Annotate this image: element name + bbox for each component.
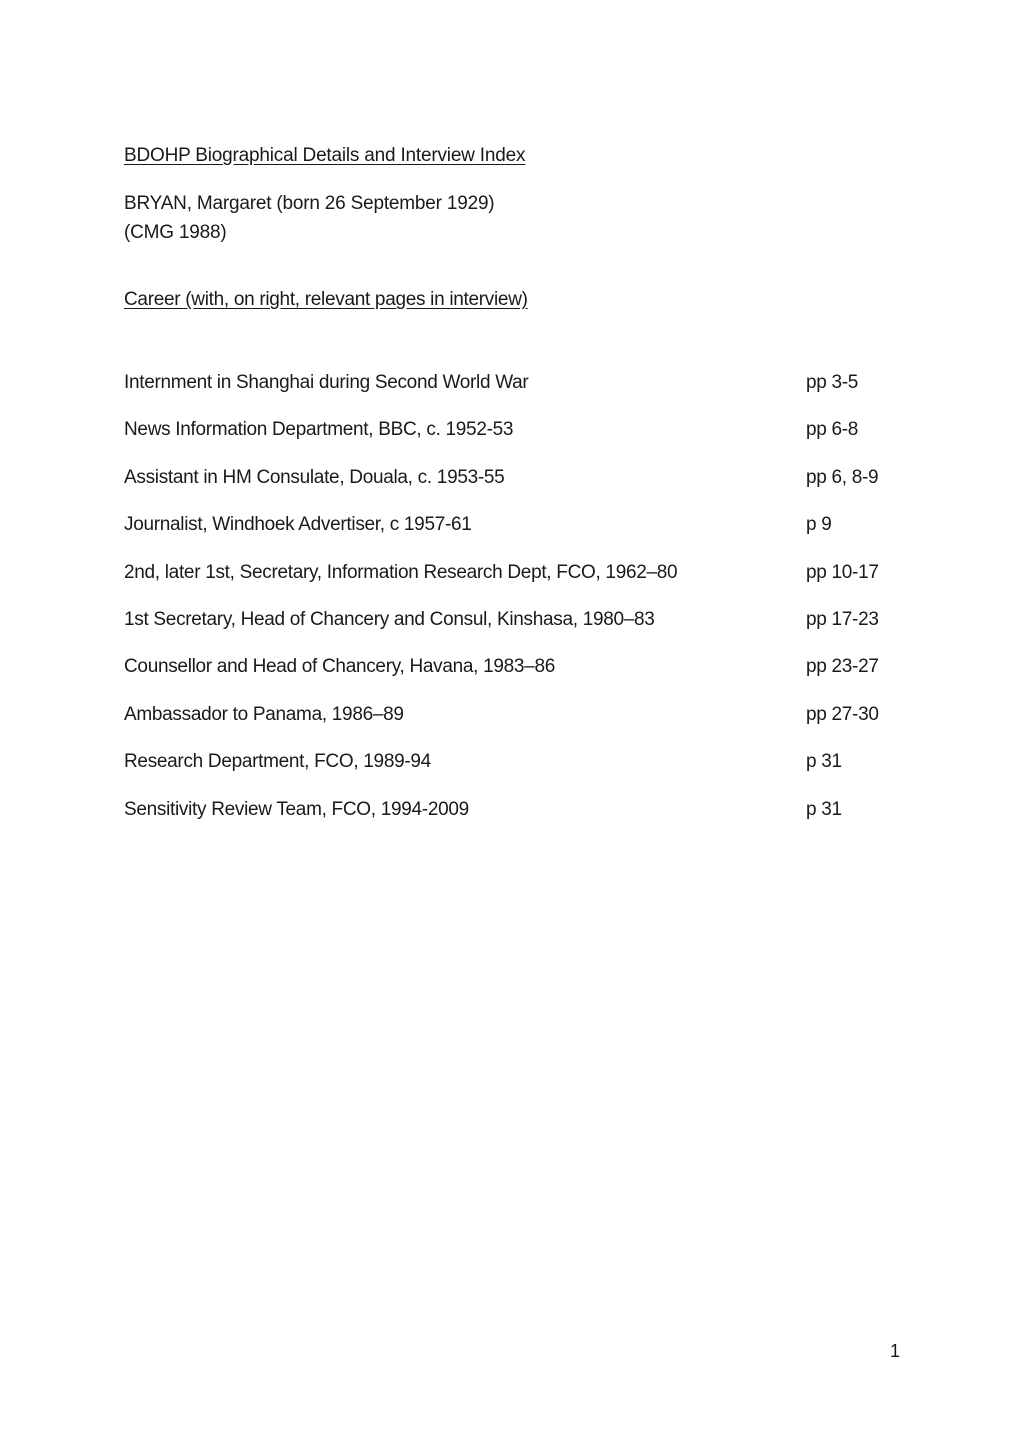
career-pages: pp 27-30 [806,703,879,725]
career-row [124,372,904,419]
career-role: News Information Department, BBC, c. 1952-53 [124,419,514,441]
career-row [124,609,904,656]
career-role: Journalist, Windhoek Advertiser, c 1957-61 [124,514,472,536]
career-role: Ambassador to Panama, 1986–89 [124,703,404,725]
career-row [124,514,904,561]
career-role: Sensitivity Review Team, FCO, 1994-2009 [124,798,469,820]
career-pages: pp 6, 8-9 [806,466,879,488]
person-name-line: BRYAN, Margaret (born 26 September 1929) [124,193,495,214]
career-pages: p 9 [806,514,832,536]
career-role: 2nd, later 1st, Secretary, Information Research Dept, FCO, 1962–80 [124,561,678,583]
career-pages: pp 10-17 [806,561,879,583]
career-pages: pp 3-5 [806,372,859,393]
career-pages: p 31 [806,751,842,773]
career-role: Internment in Shanghai during Second World War [124,372,529,393]
person-details [124,189,494,247]
career-role: 1st Secretary, Head of Chancery and Consul, Kinshasa, 1980–83 [124,608,655,630]
career-pages: pp 23-27 [806,656,879,678]
person-honours-line: (CMG 1988) [124,222,227,243]
career-row [124,562,904,609]
page-number: 1 [889,1341,900,1361]
career-heading: Career (with, on right, relevant pages in interview) [124,289,528,310]
career-row [124,751,904,798]
career-row [124,704,904,751]
career-row [124,656,904,703]
document-title: BDOHP Biographical Details and Interview Index [124,145,526,166]
career-list [124,372,904,846]
career-role: Assistant in HM Consulate, Douala, c. 1953-55 [124,466,505,488]
career-row [124,799,904,846]
career-row [124,467,904,514]
career-role: Research Department, FCO, 1989-94 [124,751,431,773]
career-pages: pp 6-8 [806,419,859,441]
career-pages: pp 17-23 [806,608,879,630]
career-role: Counsellor and Head of Chancery, Havana, 1983–86 [124,656,555,678]
career-pages: p 31 [806,798,842,820]
career-row [124,419,904,466]
